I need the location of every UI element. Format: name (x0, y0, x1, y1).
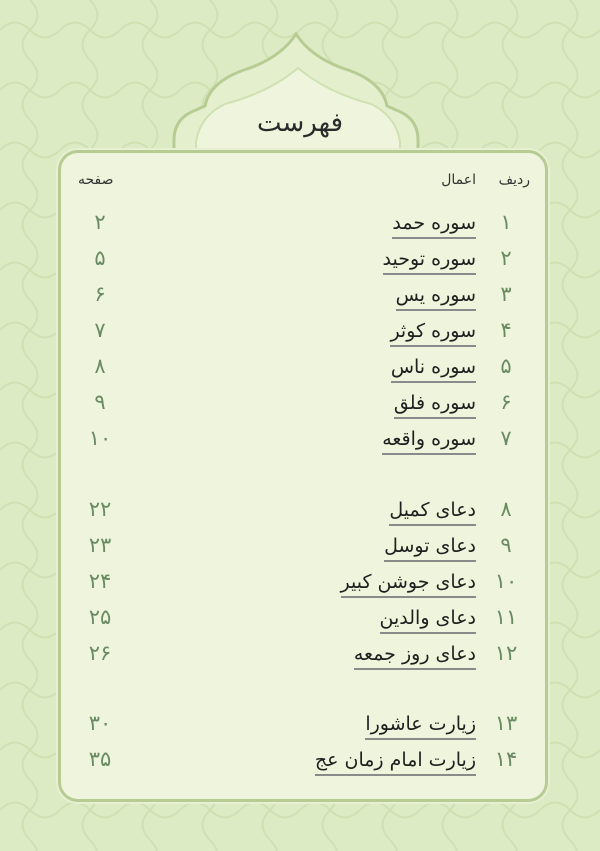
row-number: ۱۰ (494, 569, 518, 593)
toc-row[interactable] (0, 426, 600, 458)
page-number: ۳۵ (88, 747, 112, 771)
item-title-link[interactable]: دعای والدین (380, 605, 476, 634)
page-number: ۶ (94, 282, 106, 306)
toc-row[interactable] (0, 533, 600, 565)
row-number: ۷ (500, 426, 512, 450)
page-number: ۲۳ (88, 533, 112, 557)
toc-row[interactable] (0, 747, 600, 779)
item-title-link[interactable]: سوره فلق (394, 390, 476, 419)
toc-row[interactable] (0, 605, 600, 637)
toc-row[interactable] (0, 569, 600, 601)
item-title-link[interactable]: دعای توسل (384, 533, 476, 562)
toc-row[interactable] (0, 390, 600, 422)
item-title-link[interactable]: سوره حمد (392, 210, 476, 239)
page-title: فهرست (256, 108, 344, 138)
header-item: اعمال (441, 172, 476, 188)
page-number: ۱۰ (88, 426, 112, 450)
page-number: ۳۰ (88, 711, 112, 735)
row-number: ۶ (500, 390, 512, 414)
item-title-link[interactable]: سوره توحید (383, 246, 476, 275)
row-number: ۱۲ (494, 641, 518, 665)
item-title-link[interactable]: دعای روز جمعه (354, 641, 476, 670)
row-number: ۴ (500, 318, 512, 342)
row-number: ۱۴ (494, 747, 518, 771)
page-number: ۵ (94, 246, 106, 270)
header-page: صفحه (78, 172, 114, 188)
row-number: ۳ (500, 282, 512, 306)
toc-row[interactable] (0, 246, 600, 278)
item-title-link[interactable]: سوره واقعه (382, 426, 476, 455)
row-number: ۱۳ (494, 711, 518, 735)
toc-row[interactable] (0, 210, 600, 242)
toc-row[interactable] (0, 318, 600, 350)
toc-row[interactable] (0, 497, 600, 529)
page-number: ۲۶ (88, 641, 112, 665)
toc-row[interactable] (0, 641, 600, 673)
row-number: ۸ (500, 497, 512, 521)
item-title-link[interactable]: زیارت امام زمان عج (315, 747, 476, 776)
item-title-link[interactable]: سوره ناس (391, 354, 476, 383)
page-number: ۸ (94, 354, 106, 378)
page-number: ۲ (94, 210, 106, 234)
page-number: ۲۵ (88, 605, 112, 629)
page-number: ۲۲ (88, 497, 112, 521)
page-number: ۷ (94, 318, 106, 342)
header-row-number: ردیف (498, 172, 530, 188)
toc-row[interactable] (0, 282, 600, 314)
page-number: ۹ (94, 390, 106, 414)
row-number: ۹ (500, 533, 512, 557)
item-title-link[interactable]: سوره کوثر (390, 318, 476, 347)
row-number: ۱ (500, 210, 512, 234)
toc-row[interactable] (0, 711, 600, 743)
row-number: ۲ (500, 246, 512, 270)
item-title-link[interactable]: سوره یس (396, 282, 476, 311)
row-number: ۱۱ (494, 605, 518, 629)
toc-row[interactable] (0, 354, 600, 386)
item-title-link[interactable]: زیارت عاشورا (365, 711, 476, 740)
row-number: ۵ (500, 354, 512, 378)
page-number: ۲۴ (88, 569, 112, 593)
item-title-link[interactable]: دعای جوشن کبیر (341, 569, 476, 598)
dome-header-frame (0, 0, 600, 170)
item-title-link[interactable]: دعای کمیل (389, 497, 476, 526)
